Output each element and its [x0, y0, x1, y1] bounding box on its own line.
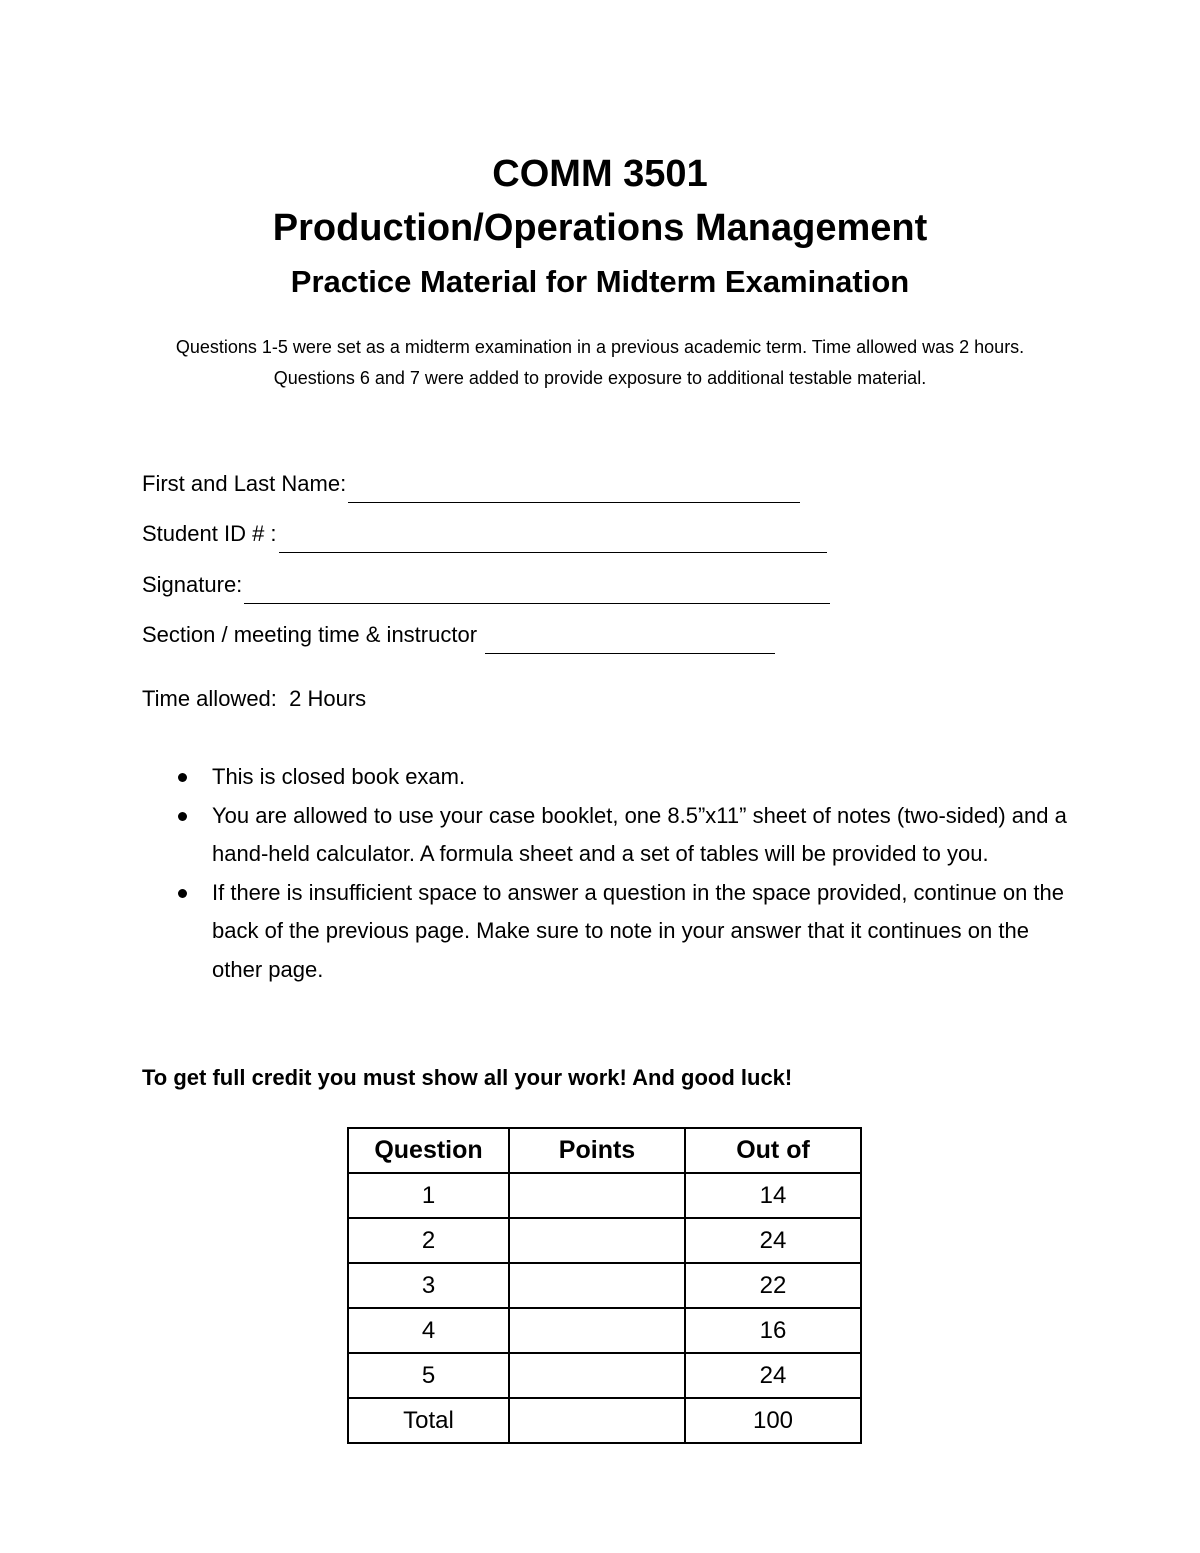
question-number: 2 [348, 1218, 509, 1263]
signature-field [142, 553, 830, 604]
intro-line-1: Questions 1-5 were set as a midterm examination in a previous academic term. Time allowed was 2 hours. [175, 337, 1025, 357]
instruction-item [172, 874, 1072, 990]
total-row [348, 1398, 861, 1443]
score-table [347, 1127, 862, 1444]
student-id-blank-line[interactable] [279, 524, 827, 553]
out-of-cell: 16 [685, 1308, 861, 1353]
instruction-item [172, 797, 1072, 874]
total-points-cell[interactable] [509, 1398, 685, 1443]
bullet-icon [178, 812, 187, 821]
bullet-icon [178, 889, 187, 898]
name-field [142, 452, 830, 503]
out-of-cell: 14 [685, 1173, 861, 1218]
header-points: Points [509, 1128, 685, 1173]
points-cell[interactable] [509, 1308, 685, 1353]
table-row [348, 1263, 861, 1308]
student-info-fields [142, 452, 830, 654]
course-name: Production/Operations Management [272, 207, 928, 249]
instructions-list [172, 758, 1072, 989]
name-field-label: First and Last Name: [142, 470, 347, 496]
closing-note: To get full credit you must show all your work! And good luck! [142, 1065, 793, 1090]
question-number: 5 [348, 1353, 509, 1398]
document-subtitle: Practice Material for Midterm Examination [290, 264, 910, 299]
score-table-header-row [348, 1128, 861, 1173]
points-cell[interactable] [509, 1218, 685, 1263]
total-label: Total [348, 1398, 509, 1443]
out-of-cell: 24 [685, 1218, 861, 1263]
instruction-text: If there is insufficient space to answer a question in the space provided, continue on the back of the previous page. Make sure to note in your answer that it continues on the other page. [212, 879, 1065, 982]
instruction-text: This is closed book exam. [212, 764, 466, 789]
table-row [348, 1308, 861, 1353]
total-out-of-cell: 100 [685, 1398, 861, 1443]
out-of-cell: 22 [685, 1263, 861, 1308]
question-number: 4 [348, 1308, 509, 1353]
table-row [348, 1173, 861, 1218]
intro-line-2: Questions 6 and 7 were added to provide exposure to additional testable material. [273, 368, 927, 388]
section-field-label: Section / meeting time & instructor [142, 622, 484, 647]
time-allowed: Time allowed: 2 Hours [142, 686, 367, 711]
student-id-field-label: Student ID # : [142, 521, 277, 546]
intro-note [0, 332, 1200, 394]
header-out-of: Out of [685, 1128, 861, 1173]
student-id-field [142, 503, 830, 554]
question-number: 1 [348, 1173, 509, 1218]
section-blank-line[interactable] [485, 625, 775, 654]
name-blank-line[interactable] [348, 474, 800, 503]
points-cell[interactable] [509, 1173, 685, 1218]
bullet-icon [178, 773, 187, 782]
header-question: Question [348, 1128, 509, 1173]
instruction-text: You are allowed to use your case booklet, one 8.5”x11” sheet of notes (two-sided) and a hand-held calculator. A formula sheet and a set of tables will be provided to you. [212, 802, 1067, 866]
signature-blank-line[interactable] [244, 575, 830, 604]
question-number: 3 [348, 1263, 509, 1308]
section-field [142, 604, 830, 655]
out-of-cell: 24 [685, 1353, 861, 1398]
points-cell[interactable] [509, 1353, 685, 1398]
table-row [348, 1353, 861, 1398]
course-code: COMM 3501 [492, 153, 708, 195]
table-row [348, 1218, 861, 1263]
instruction-item [172, 758, 1072, 797]
signature-field-label: Signature: [142, 571, 243, 597]
points-cell[interactable] [509, 1263, 685, 1308]
title-block [0, 148, 1200, 308]
